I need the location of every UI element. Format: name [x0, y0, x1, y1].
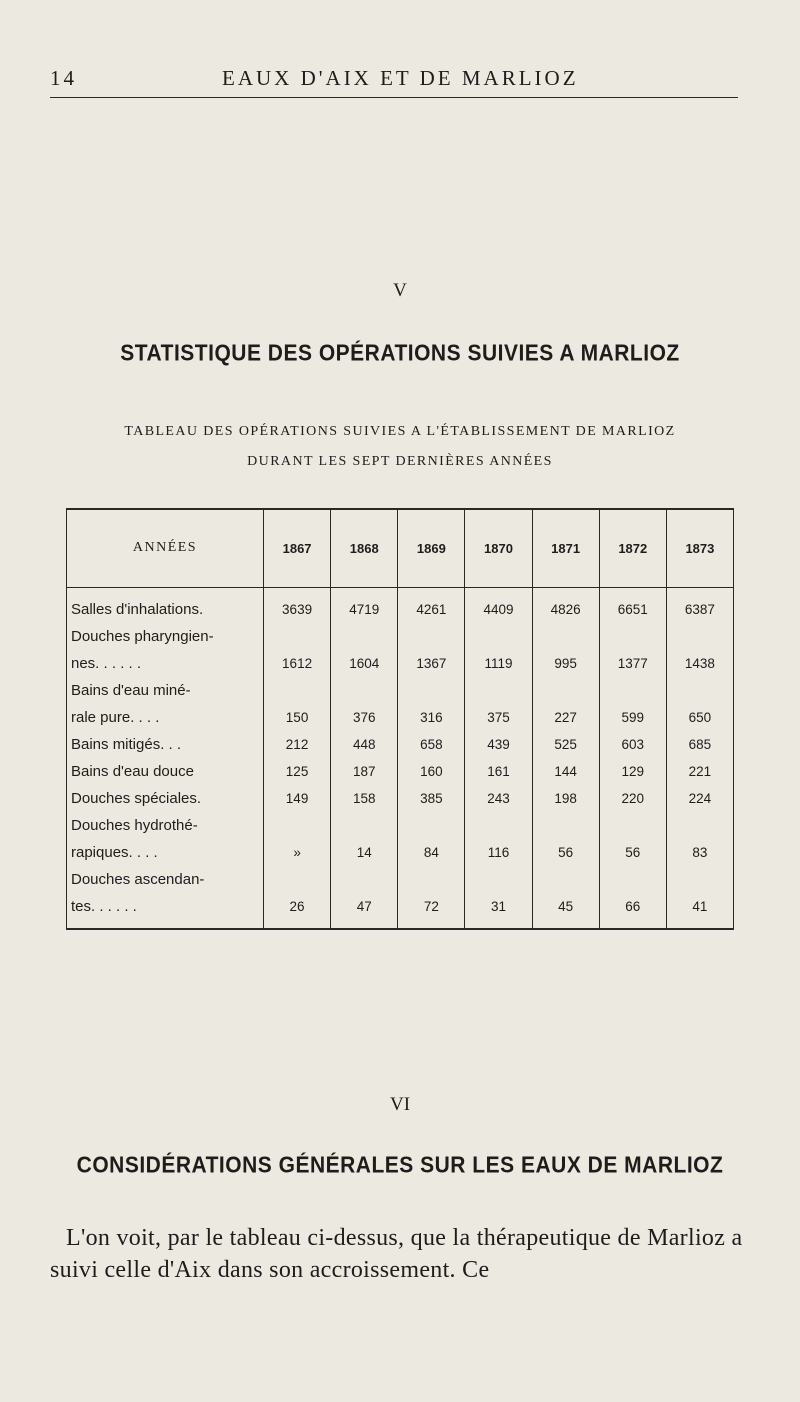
row-label-line: Douches ascendan-	[71, 870, 205, 888]
table-row	[67, 812, 734, 866]
year-header: 1870	[465, 509, 532, 587]
table-row	[67, 731, 734, 758]
row-label-line: nes. . . . . .	[71, 654, 142, 672]
cell: 84	[398, 812, 465, 866]
cell: 1367	[398, 623, 465, 677]
row-label	[67, 866, 264, 929]
cell: »	[264, 812, 331, 866]
section-title-v: STATISTIQUE DES OPÉRATIONS SUIVIES A MARLIOZ	[120, 340, 680, 367]
cell: 66	[599, 866, 666, 929]
year-header: 1872	[599, 509, 666, 587]
row-label-line: Douches pharyngien-	[71, 627, 214, 645]
cell: 4261	[398, 587, 465, 623]
table-row	[67, 758, 734, 785]
cell: 439	[465, 731, 532, 758]
row-label	[67, 587, 264, 623]
table-caption-line2: DURANT LES SEPT DERNIÈRES ANNÉES	[247, 454, 553, 469]
cell: 1612	[264, 623, 331, 677]
cell: 243	[465, 785, 532, 812]
row-label	[67, 785, 264, 812]
cell: 41	[666, 866, 733, 929]
cell: 45	[532, 866, 599, 929]
header-rule	[50, 97, 738, 98]
cell: 1438	[666, 623, 733, 677]
row-label	[67, 677, 264, 731]
cell: 144	[532, 758, 599, 785]
cell: 116	[465, 812, 532, 866]
cell: 650	[666, 677, 733, 731]
cell: 375	[465, 677, 532, 731]
table-header-row	[67, 509, 734, 587]
cell: 83	[666, 812, 733, 866]
cell: 221	[666, 758, 733, 785]
section-numeral-vi: VI	[389, 1094, 411, 1115]
table-row	[67, 866, 734, 929]
row-label-line: rapiques. . . .	[71, 843, 158, 861]
cell: 187	[331, 758, 398, 785]
row-label	[67, 758, 264, 785]
cell: 224	[666, 785, 733, 812]
year-header: 1868	[331, 509, 398, 587]
cell: 31	[465, 866, 532, 929]
row-label-line: tes. . . . . .	[71, 897, 137, 915]
cell: 72	[398, 866, 465, 929]
section-numeral-v: V	[393, 280, 407, 301]
table-row	[67, 677, 734, 731]
cell: 6387	[666, 587, 733, 623]
cell: 125	[264, 758, 331, 785]
cell: 160	[398, 758, 465, 785]
table-row	[67, 623, 734, 677]
cell: 4719	[331, 587, 398, 623]
cell: 161	[465, 758, 532, 785]
row-label	[67, 623, 264, 677]
running-title: EAUX D'AIX ET DE MARLIOZ	[222, 66, 579, 90]
cell: 603	[599, 731, 666, 758]
cell: 658	[398, 731, 465, 758]
row-label	[67, 731, 264, 758]
section-title-vi: CONSIDÉRATIONS GÉNÉRALES SUR LES EAUX DE MARLIOZ	[76, 1152, 724, 1179]
cell: 6651	[599, 587, 666, 623]
table-row	[67, 785, 734, 812]
cell: 4826	[532, 587, 599, 623]
cell: 4409	[465, 587, 532, 623]
cell: 385	[398, 785, 465, 812]
cell: 1377	[599, 623, 666, 677]
cell: 1119	[465, 623, 532, 677]
year-header: 1867	[264, 509, 331, 587]
row-label-line: Bains d'eau miné-	[71, 681, 191, 699]
row-label-line: Bains mitigés. . .	[71, 735, 182, 753]
page-number: 14	[50, 66, 77, 90]
body-paragraph	[50, 1222, 750, 1286]
year-header: 1873	[666, 509, 733, 587]
cell: 227	[532, 677, 599, 731]
cell: 212	[264, 731, 331, 758]
cell: 3639	[264, 587, 331, 623]
table-row	[67, 587, 734, 623]
cell: 150	[264, 677, 331, 731]
cell: 376	[331, 677, 398, 731]
cell: 47	[331, 866, 398, 929]
cell: 220	[599, 785, 666, 812]
cell: 149	[264, 785, 331, 812]
year-header: 1871	[532, 509, 599, 587]
cell: 56	[532, 812, 599, 866]
operations-table	[66, 508, 734, 930]
cell: 14	[331, 812, 398, 866]
row-label-line: Douches spéciales.	[71, 789, 202, 807]
years-header: ANNÉES	[67, 509, 264, 587]
year-header: 1869	[398, 509, 465, 587]
row-label-line: Bains d'eau douce	[71, 762, 194, 780]
row-label-line: rale pure. . . .	[71, 708, 160, 726]
paragraph-text: L'on voit, par le tableau ci-dessus, que la thérapeutique de Marlioz a suivi celle d'Aix dans son accroissement. Ce	[50, 1225, 743, 1283]
cell: 26	[264, 866, 331, 929]
cell: 316	[398, 677, 465, 731]
cell: 448	[331, 731, 398, 758]
cell: 995	[532, 623, 599, 677]
row-label-line: Salles d'inhalations.	[71, 600, 204, 618]
cell: 599	[599, 677, 666, 731]
cell: 158	[331, 785, 398, 812]
cell: 56	[599, 812, 666, 866]
cell: 685	[666, 731, 733, 758]
cell: 198	[532, 785, 599, 812]
cell: 525	[532, 731, 599, 758]
row-label	[67, 812, 264, 866]
cell: 129	[599, 758, 666, 785]
cell: 1604	[331, 623, 398, 677]
table-caption-line1: TABLEAU DES OPÉRATIONS SUIVIES A L'ÉTABLISSEMENT DE MARLIOZ	[124, 424, 676, 439]
row-label-line: Douches hydrothé-	[71, 816, 198, 834]
